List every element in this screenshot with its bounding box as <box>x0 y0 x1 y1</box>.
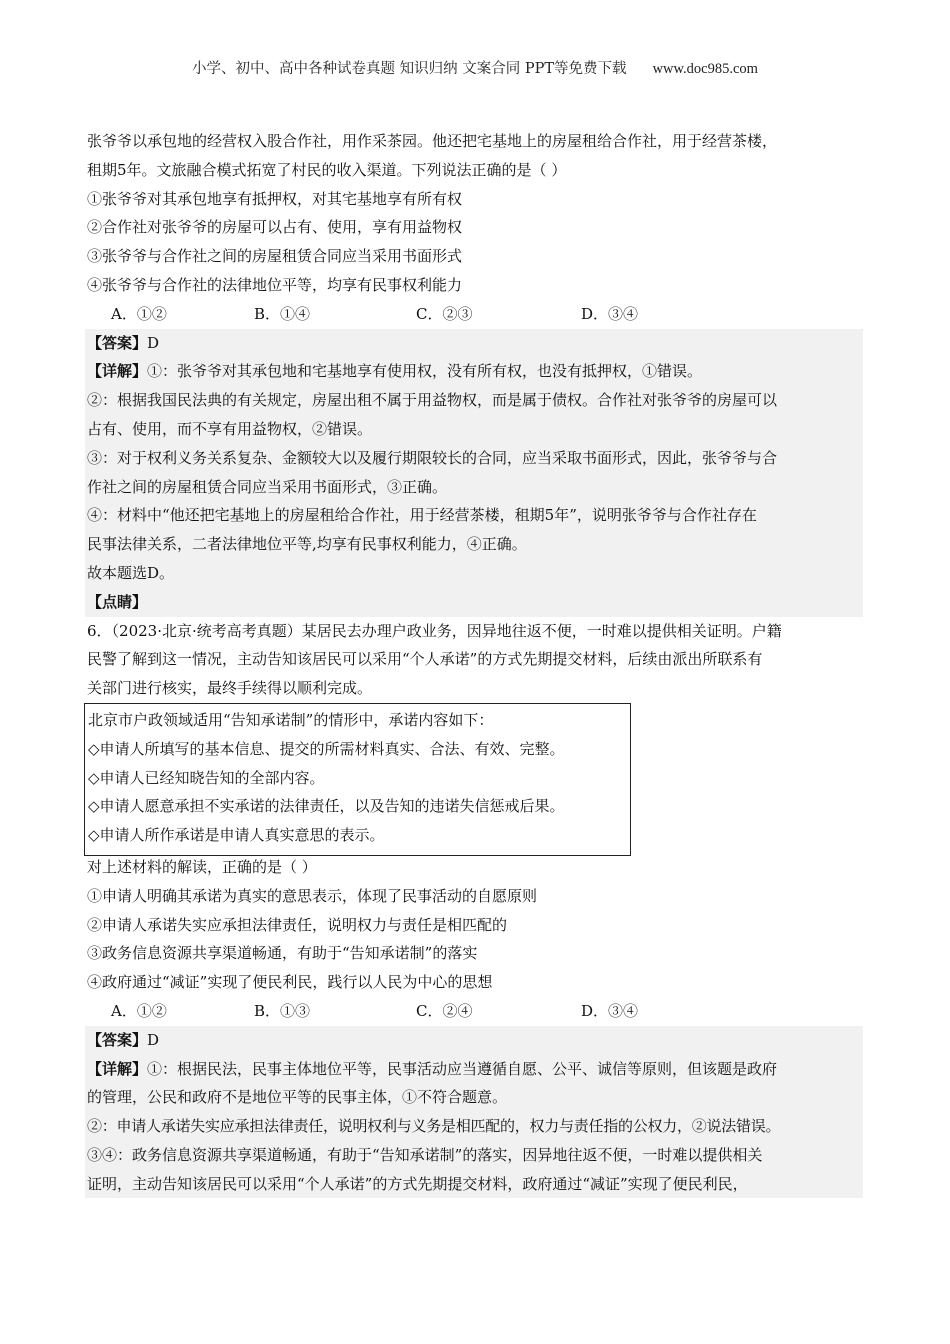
q6-statement-3: ③政务信息资源共享渠道畅通，有助于“告知承诺制”的落实 <box>87 944 478 963</box>
q6-material-box <box>84 703 631 856</box>
q5-option-d: D．③④ <box>581 304 639 323</box>
q6-option-b: B．①③ <box>254 1001 311 1020</box>
q6-statement-2: ②申请人承诺失实应承担法律责任，说明权力与责任是相匹配的 <box>87 915 508 934</box>
q5-detail-4b: 民事法律关系，二者法律地位平等,均享有民事权利能力，④正确。 <box>87 535 527 554</box>
q5-option-a: A．①② <box>111 304 167 323</box>
q6-detail-3a: ③④：政务信息资源共享渠道畅通，有助于“告知承诺制”的落实，因异地往返不便，一时难以提供相关 <box>87 1145 763 1164</box>
detail-label: 【详解】 <box>87 362 148 381</box>
q6-solution-block <box>85 1026 863 1199</box>
detail-label: 【详解】 <box>87 1059 148 1078</box>
q6-detail-1a <box>87 1055 863 1084</box>
q5-detail-3a: ③：对于权利义务关系复杂、金额较大以及履行期限较长的合同，应当采取书面形式，因此，张爷爷与合 <box>87 448 778 467</box>
q5-statement-3: ③张爷爷与合作社之间的房屋租赁合同应当采用书面形式 <box>87 247 463 266</box>
q6-statement-4: ④政府通过“减证”实现了便民利民，践行以人民为中心的思想 <box>87 973 493 992</box>
q5-detail-4a: ④：材料中“他还把宅基地上的房屋租给合作社，用于经营茶楼，租期5年”，说明张爷爷与合作社存在 <box>87 506 757 525</box>
q6-detail-3b: 证明，主动告知该居民可以采用“个人承诺”的方式先期提交材料，政府通过“减证”实现了便民利民， <box>87 1174 748 1193</box>
q6-detail-2: ②：申请人承诺失实应承担法律责任，说明权利与义务是相匹配的，权力与责任指的公权力，②说法错误。 <box>87 1117 781 1136</box>
answer-value: D <box>147 333 160 352</box>
q6-question: 对上述材料的解读，正确的是（ ） <box>87 857 317 876</box>
q5-option-b: B．①④ <box>254 304 311 323</box>
answer-label: 【答案】 <box>87 333 148 352</box>
q5-conclusion: 故本题选D。 <box>87 563 175 582</box>
header-url[interactable]: www.doc985.com <box>652 61 758 77</box>
q5-answer <box>87 329 863 358</box>
page-header <box>0 57 950 78</box>
q5-detail-2b: 占有、使用，而不享有用益物权，②错误。 <box>87 419 373 438</box>
document-body <box>87 127 863 1198</box>
box-item-2: ◇申请人已经知晓告知的全部内容。 <box>88 768 325 787</box>
q5-options <box>87 300 863 329</box>
q5-detail-1 <box>87 357 863 386</box>
box-item-3: ◇申请人愿意承担不实承诺的法律责任，以及告知的违诺失信惩戒后果。 <box>88 797 565 816</box>
q6-statement-1: ①申请人明确其承诺为真实的意思表示，体现了民事活动的自愿原则 <box>87 886 538 905</box>
q6-option-d: D．③④ <box>581 1001 639 1020</box>
q6-stem-line2: 民警了解到这一情况，主动告知该居民可以采用“个人承诺”的方式先期提交材料，后续由派出所联系有 <box>87 650 763 669</box>
detail-text: ①：张爷爷对其承包地和宅基地享有使用权，没有所有权，也没有抵押权，①错误。 <box>147 362 703 381</box>
answer-label: 【答案】 <box>87 1030 148 1049</box>
box-title: 北京市户政领域适用“告知承诺制”的情形中，承诺内容如下： <box>88 710 494 729</box>
q5-detail-2a: ②：根据我国民法典的有关规定，房屋出租不属于用益物权，而是属于债权。合作社对张爷爷的房屋可以 <box>87 391 778 410</box>
q5-option-c: C．②③ <box>416 304 473 323</box>
q5-statement-4: ④张爷爷与合作社的法律地位平等，均享有民事权利能力 <box>87 275 463 294</box>
q5-statement-2: ②合作社对张爷爷的房屋可以占有、使用，享有用益物权 <box>87 218 463 237</box>
q6-stem-line1: 6．（2023·北京·统考高考真题）某居民去办理户政业务，因异地往返不便，一时难以提供相关证明。户籍 <box>87 621 782 640</box>
box-item-4: ◇申请人所作承诺是申请人真实意思的表示。 <box>88 826 385 845</box>
q5-statement-1: ①张爷爷对其承包地享有抵押权，对其宅基地享有所有权 <box>87 189 463 208</box>
q6-detail-1b: 的管理，公民和政府不是地位平等的民事主体，①不符合题意。 <box>87 1088 508 1107</box>
box-item-1: ◇申请人所填写的基本信息、提交的所需材料真实、合法、有效、完整。 <box>88 739 565 758</box>
q5-dianjing: 【点睛】 <box>87 592 148 611</box>
q5-stem-line2: 租期5年。文旅融合模式拓宽了村民的收入渠道。下列说法正确的是（ ） <box>87 160 567 179</box>
q6-options <box>87 997 863 1026</box>
header-text: 小学、初中、高中各种试卷真题 知识归纳 文案合同 PPT等免费下载 <box>192 61 627 77</box>
q5-stem-line1: 张爷爷以承包地的经营权入股合作社，用作采茶园。他还把宅基地上的房屋租给合作社，用于经营茶楼， <box>87 132 778 150</box>
q6-option-a: A．①② <box>111 1001 167 1020</box>
q5-detail-3b: 作社之间的房屋租赁合同应当采用书面形式，③正确。 <box>87 477 448 496</box>
answer-value: D <box>147 1030 160 1049</box>
q6-option-c: C．②④ <box>416 1001 473 1020</box>
q5-solution-block <box>85 329 863 617</box>
detail-text: ①：根据民法，民事主体地位平等，民事活动应当遵循自愿、公平、诚信等原则，但该题是政府 <box>147 1059 778 1078</box>
q6-answer <box>87 1026 863 1055</box>
q6-stem-line3: 关部门进行核实，最终手续得以顺利完成。 <box>87 679 373 698</box>
